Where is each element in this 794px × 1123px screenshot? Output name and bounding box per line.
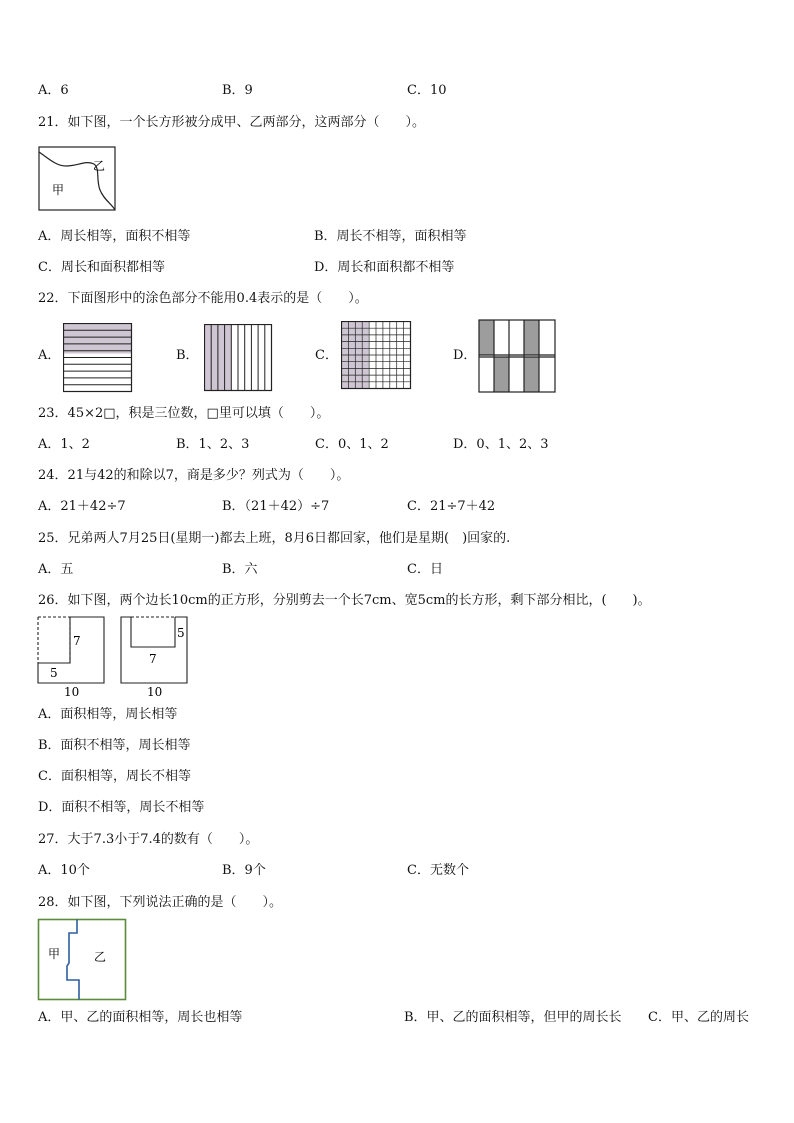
q28-label-yi: 乙 bbox=[94, 950, 107, 964]
q26-fig2-label-10: 10 bbox=[147, 685, 163, 699]
q21-label-yi: 乙 bbox=[93, 159, 106, 173]
q24-stem: 24．21与42的和除以7，商是多少？列式为（ ）。 bbox=[38, 468, 350, 483]
q22-letter-c: C． bbox=[315, 348, 338, 363]
q23-option-c: C．0、1、2 bbox=[315, 437, 389, 452]
q23-option-d: D．0、1、2、3 bbox=[453, 437, 549, 452]
q21-option-b: B．周长不相等，面积相等 bbox=[314, 229, 467, 244]
q26-fig1-label-10: 10 bbox=[64, 685, 80, 699]
q21-option-d: D．周长和面积都不相等 bbox=[314, 260, 455, 275]
q23-option-b: B．1、2、3 bbox=[176, 437, 250, 452]
q25-option-b: B．六 bbox=[222, 562, 258, 577]
q26-figure-2 bbox=[119, 615, 191, 699]
q22-figure-b bbox=[204, 324, 274, 394]
q21-figure bbox=[38, 146, 118, 212]
q22-stem: 22．下面图形中的涂色部分不能用0.4表示的是（ ）。 bbox=[38, 291, 368, 306]
q26-stem: 26．如下图，两个边长10cm的正方形，分别剪去一个长7cm、宽5cm的长方形，剩下部分相比，( )。 bbox=[38, 593, 651, 608]
q26-option-b: B．面积不相等，周长相等 bbox=[38, 738, 191, 753]
q26-option-a: A．面积相等，周长相等 bbox=[38, 707, 178, 722]
q22-letter-b: B． bbox=[176, 348, 199, 363]
q28-figure bbox=[37, 918, 129, 1002]
q22-letter-d: D． bbox=[453, 348, 477, 363]
q28-option-b: B．甲、乙的面积相等，但甲的周长长 bbox=[404, 1010, 622, 1025]
q20-option-c: C．10 bbox=[407, 83, 447, 98]
q24-option-b: B．（21＋42）÷7 bbox=[222, 499, 330, 514]
q21-label-jia: 甲 bbox=[52, 183, 65, 197]
q23-stem: 23．45×2□，积是三位数，□里可以填（ ）。 bbox=[38, 406, 330, 421]
q26-option-d: D．面积不相等，周长不相等 bbox=[38, 800, 205, 815]
q27-stem: 27．大于7.3小于7.4的数有（ ）。 bbox=[38, 832, 259, 847]
q21-option-c: C．周长和面积都相等 bbox=[38, 260, 165, 275]
q24-option-a: A．21＋42÷7 bbox=[38, 499, 126, 514]
q26-fig2-label-7: 7 bbox=[149, 652, 157, 666]
q26-figure-1 bbox=[36, 615, 108, 699]
q21-option-a: A．周长相等，面积不相等 bbox=[38, 229, 191, 244]
q28-label-jia: 甲 bbox=[48, 947, 61, 961]
q26-option-c: C．面积相等，周长不相等 bbox=[38, 769, 191, 784]
q28-stem: 28．如下图，下列说法正确的是（ ）。 bbox=[38, 895, 283, 910]
q23-option-a: A．1、2 bbox=[38, 437, 90, 452]
q25-option-c: C．日 bbox=[407, 562, 443, 577]
q22-figure-d bbox=[478, 319, 558, 395]
q27-option-b: B．9个 bbox=[222, 863, 266, 878]
q28-option-a: A．甲、乙的面积相等，周长也相等 bbox=[38, 1010, 243, 1025]
q27-option-a: A．10个 bbox=[38, 863, 90, 878]
q26-fig1-label-7: 7 bbox=[73, 634, 81, 648]
q21-stem: 21．如下图，一个长方形被分成甲、乙两部分，这两部分（ ）。 bbox=[38, 115, 426, 130]
q22-figure-c bbox=[341, 321, 413, 391]
q22-letter-a: A． bbox=[38, 348, 61, 363]
q26-fig2-label-5: 5 bbox=[177, 626, 185, 640]
q22-figure-a bbox=[63, 323, 133, 393]
q24-option-c: C．21÷7＋42 bbox=[407, 499, 496, 514]
q26-fig1-label-5: 5 bbox=[50, 666, 58, 680]
q25-stem: 25．兄弟两人7月25日(星期一)都去上班，8月6日都回家，他们是星期( )回家的. bbox=[38, 531, 511, 546]
q27-option-c: C．无数个 bbox=[407, 863, 469, 878]
q20-option-a: A．6 bbox=[38, 83, 69, 98]
q25-option-a: A．五 bbox=[38, 562, 74, 577]
q20-option-b: B．9 bbox=[222, 83, 253, 98]
q28-option-c: C．甲、乙的周长 bbox=[648, 1010, 749, 1025]
